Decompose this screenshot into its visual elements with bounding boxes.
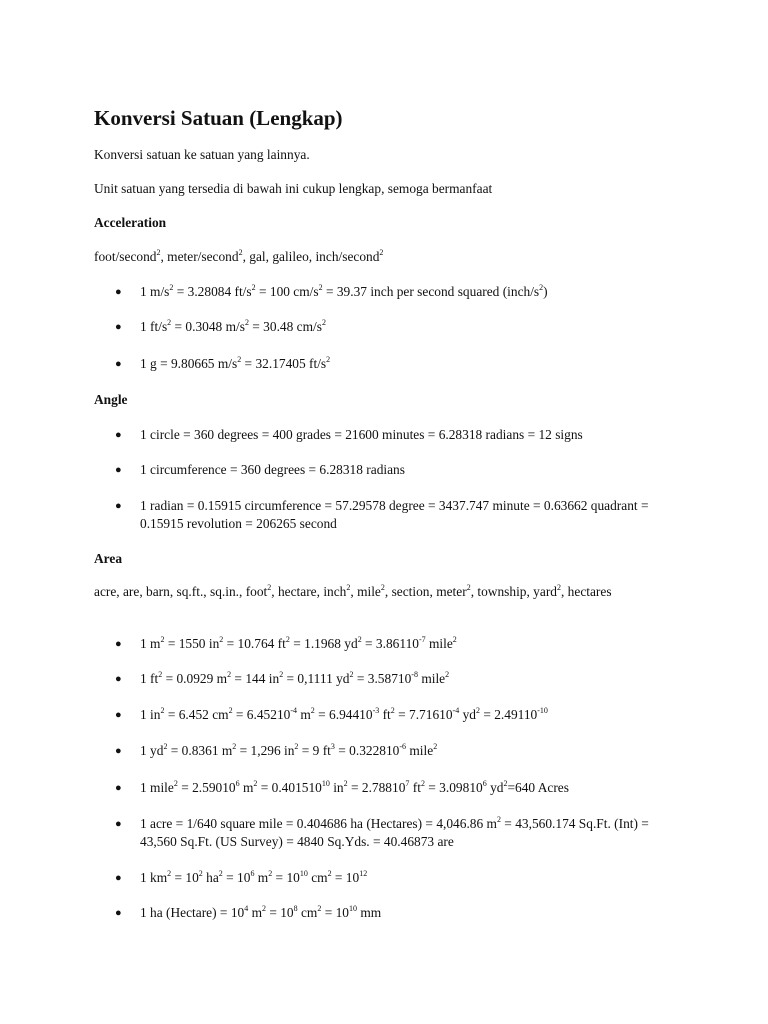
bullet-icon: ●: [115, 673, 122, 685]
bullet-icon: ●: [115, 429, 122, 441]
bullet-icon: ●: [115, 872, 122, 884]
bullet-icon: ●: [115, 818, 122, 830]
list-item: ● 1 $m^2 = 1550$ $in^2 = 10.764$ $ft^2 = 1.1968$ $yd^2 = 3.86110^{-7}$ mile$^2$: [115, 634, 457, 651]
section-heading-angle: Angle: [94, 392, 128, 407]
list-item: ● 1 circumference = 360 degrees = 6.28318 radians: [115, 462, 405, 477]
bullet-icon: ●: [115, 286, 122, 298]
bullet-icon: ●: [115, 709, 122, 721]
bullet-icon: ●: [115, 907, 122, 919]
bullet-icon: ●: [115, 321, 122, 333]
list-item: ● 1 radian = 0.15915 circumference = 57.29578 degree = 3437.747 minute = 0.63662 quadrant = 0.15915 revolution = 206265 second: [115, 498, 649, 531]
list-item: ● 1 $yd^2 = 0.8361$ $m^2 = 1,296$ $in^2 = 9$ $ft^3 = 0.322810^{-6}$ mile$^2$: [115, 741, 438, 758]
acceleration-units: foot/second$^2$, meter/second$^2$, gal, galileo, inch/second$^2$: [94, 247, 384, 264]
bullet-icon: ●: [115, 358, 122, 370]
list-item: ● 1 $ft^2 = 0.0929$ $m^2 = 144$ $in^2 = 0,1111$ $yd^2 = 3.58710^{-8}$ mile$^2$: [115, 669, 450, 686]
intro-paragraph: Unit satuan yang tersedia di bawah ini cukup lengkap, semoga bermanfaat: [94, 181, 493, 196]
list-item: ● 1 $m/s^2 = 3.28084$ $ft/s^2 = 100$ $cm/s^2 = 39.37$ inch per second squared $(inch/s^2)$: [115, 282, 548, 299]
intro-paragraph: Konversi satuan ke satuan yang lainnya.: [94, 147, 310, 162]
bullet-icon: ●: [115, 638, 122, 650]
bullet-icon: ●: [115, 782, 122, 794]
list-item: ● 1 $ft/s^2 = 0.3048$ $m/s^2 = 30.48$ $cm/s^2$: [115, 317, 326, 334]
list-item: ● 1 $km^2 = 10^2$ $ha^2 = 10^6$ $m^2 = 10^{10}$ $cm^2 = 10^{12}$: [115, 868, 368, 885]
section-heading-acceleration: Acceleration: [94, 215, 167, 230]
list-item: ● 1 ha (Hectare) = $10^4$ $m^2 = 10^8$ $cm^2 = 10^{10}$ mm: [115, 903, 382, 920]
list-item: ● 1 $in^2 = 6.452$ $cm^2 = 6.45210^{-4}$ $m^2 = 6.94410^{-3}$ $ft^2 = 7.71610^{-4}$ $yd^2 = 2.49110^{-10}$: [115, 705, 548, 722]
bullet-icon: ●: [115, 745, 122, 757]
bullet-icon: ●: [115, 500, 122, 512]
list-item: ● 1 mile$^2$ = $2.59010^6$ $m^2 = 0.401510^{10}$ $in^2 = 2.78810^7$ $ft^2 = 3.09810^6$ $yd^2=640$ Acres: [115, 778, 569, 795]
section-heading-area: Area: [94, 551, 123, 566]
list-item: ● 1 circle = 360 degrees = 400 grades = 21600 minutes = 6.28318 radians = 12 signs: [115, 427, 583, 442]
bullet-icon: ●: [115, 464, 122, 476]
list-item: ● 1 acre = 1/640 square mile = 0.404686 ha (Hectares) = 4,046.86 $m^2 = 43,560.174$ Sq.Ft. (Int) = 43,560 Sq.Ft. (US Survey) = 4840 Sq.Yds. = 40.46873 are: [115, 814, 649, 849]
list-item: ● 1 g = 9.80665 $m/s^2 = 32.17405$ $ft/s^2$: [115, 354, 331, 371]
area-units: acre, are, barn, sq.ft., sq.in., foot$^2$, hectare, inch$^2$, mile$^2$, section, meter$^2$, township, yard$^2$, hectares: [94, 582, 612, 599]
page-title: Konversi Satuan (Lengkap): [94, 106, 343, 130]
